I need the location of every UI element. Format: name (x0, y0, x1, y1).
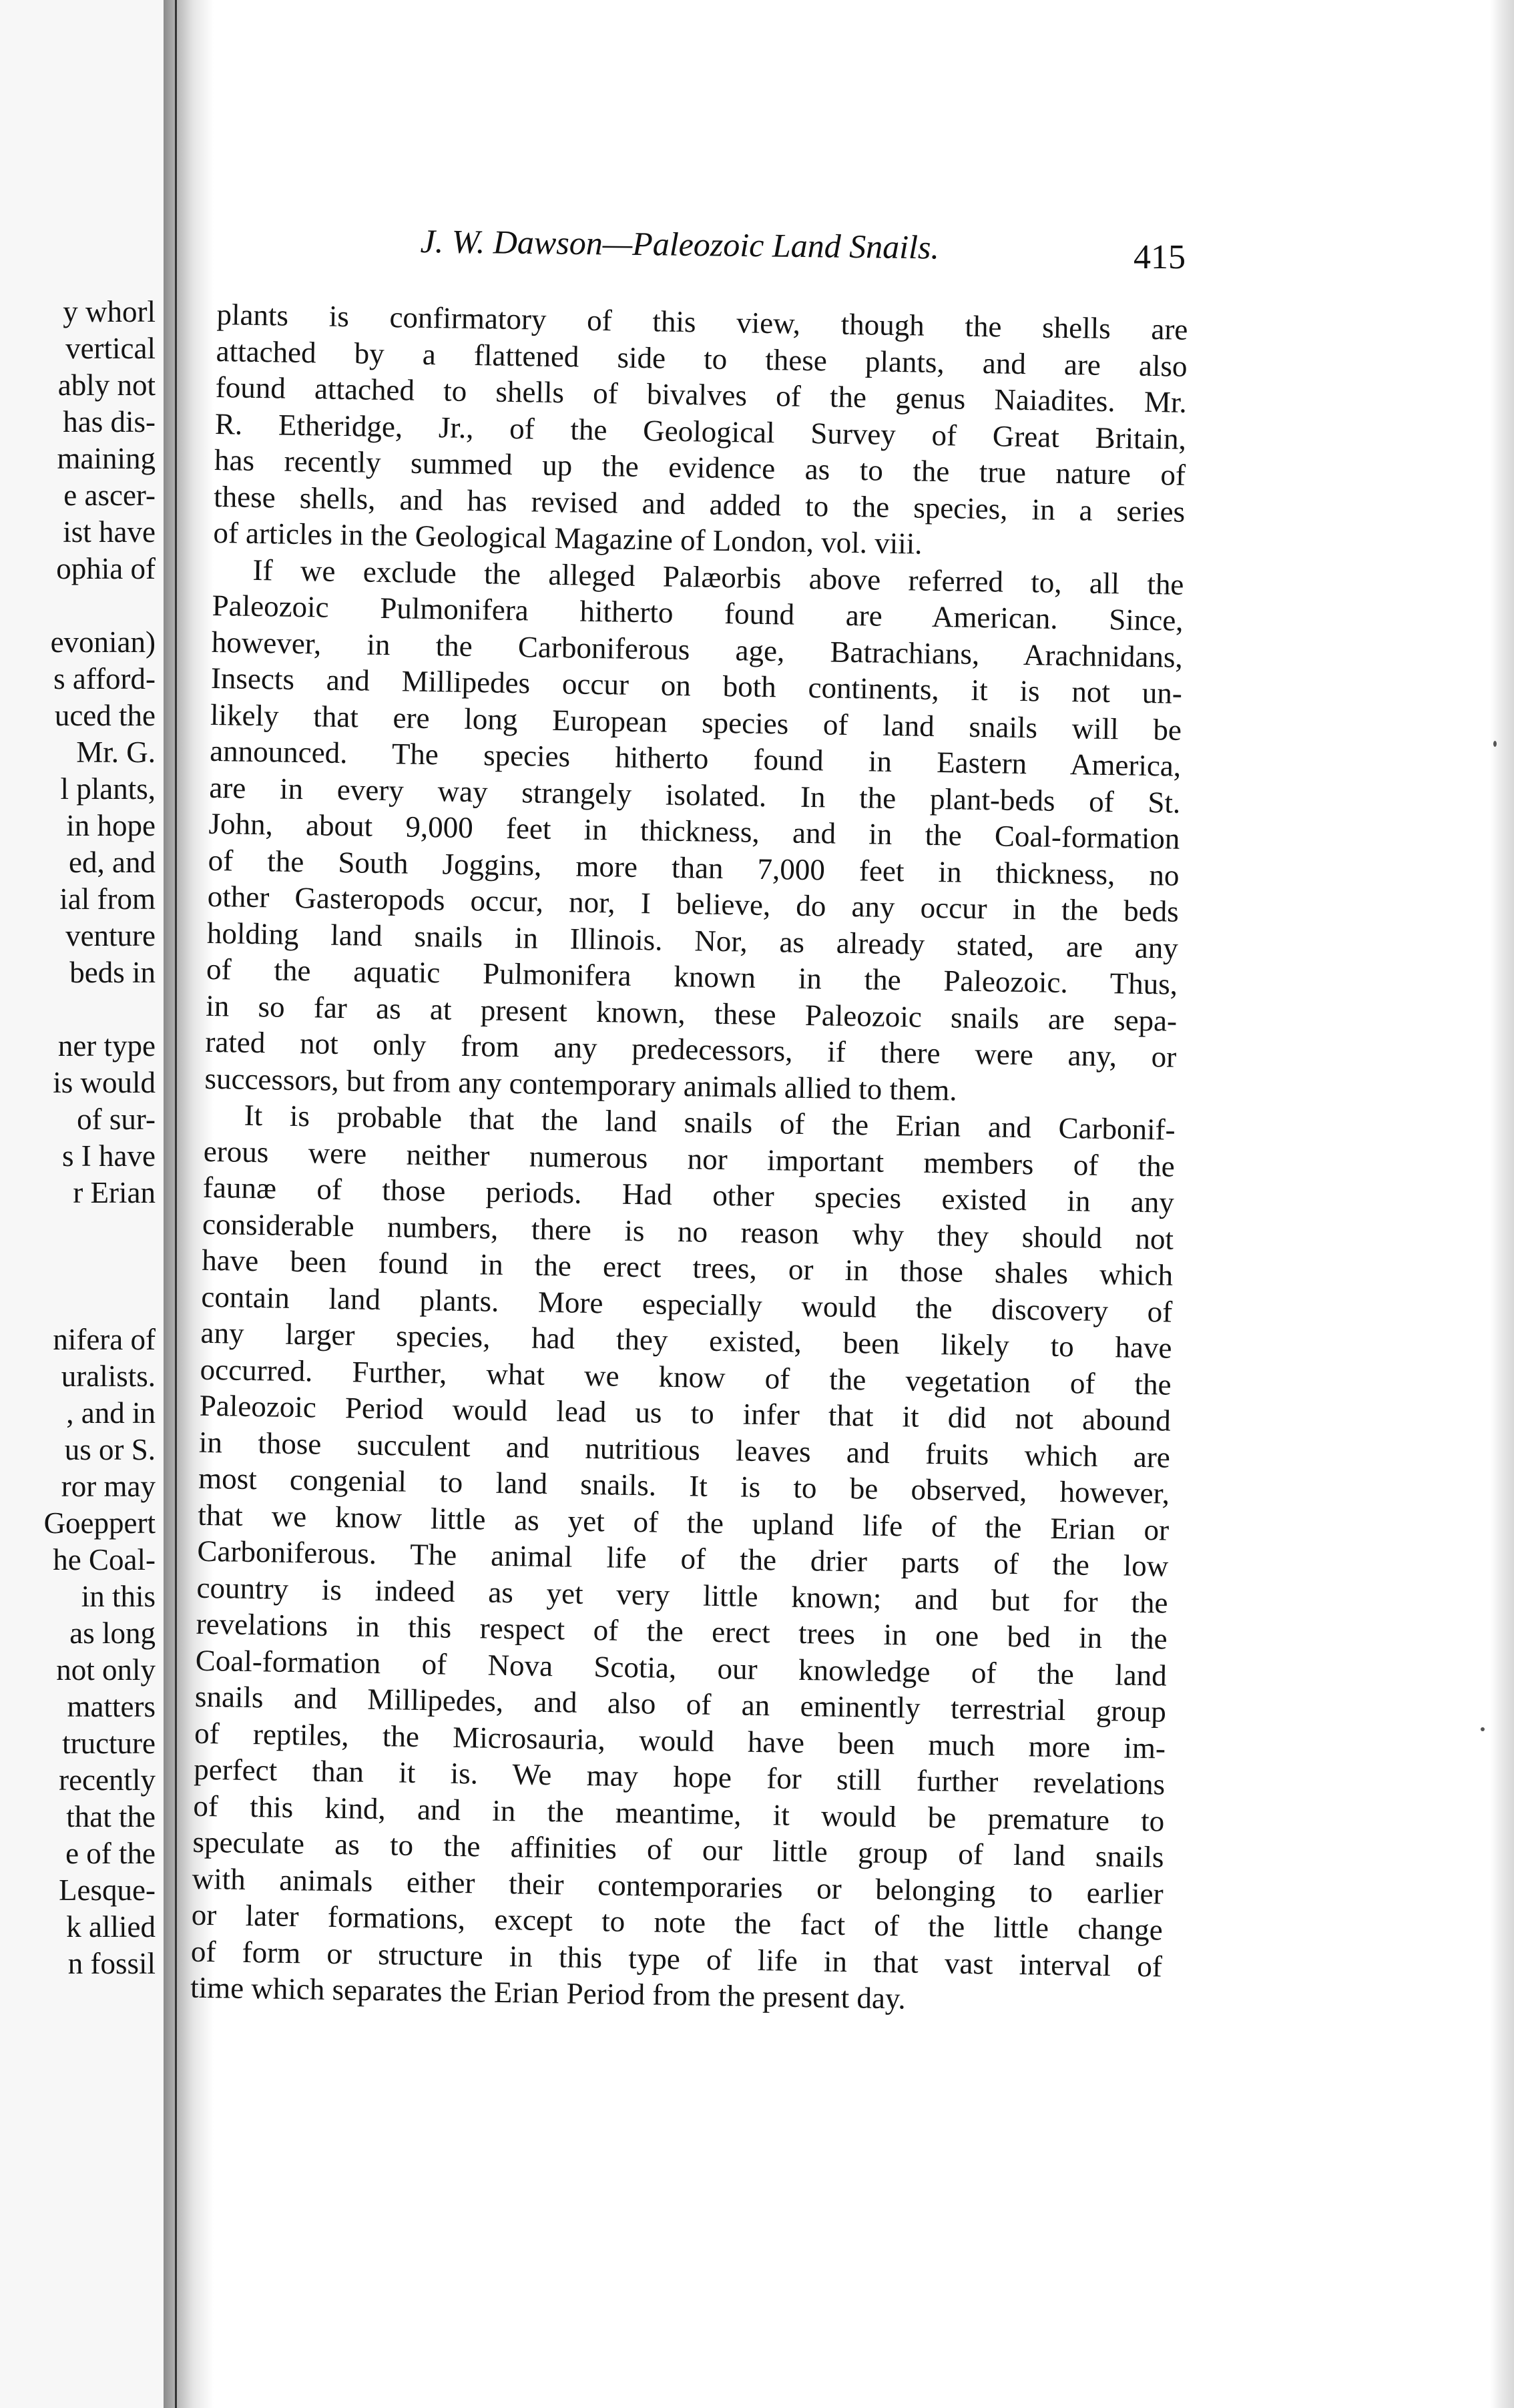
facing-page-line: ed, and (69, 846, 156, 879)
running-head: J. W. Dawson—Paleozoic Land Snails. (420, 222, 940, 266)
facing-page-line: ist have (63, 515, 156, 549)
text-line: are in every way strangely isolated. In the plant-beds of St. (209, 770, 1181, 820)
text-line: likely that ere long European species of land snails will be (210, 697, 1182, 747)
text-line: Paleozoic Pulmonifera hitherto found are American. Since, (212, 588, 1184, 637)
facing-page-line: uralists. (61, 1360, 156, 1393)
text-line: successors, but from any contemporary animals allied to them. (204, 1061, 958, 1107)
page-right-edge (1490, 0, 1514, 2408)
facing-page-line: recently (59, 1763, 156, 1797)
text-line: erous were neither numerous nor important members of the (203, 1134, 1176, 1183)
text-line: snails and Millipedes, and also of an eminently terrestrial group (194, 1679, 1167, 1729)
facing-page-line: vertical (65, 332, 156, 365)
facing-page-line: nifera of (53, 1323, 156, 1356)
text-line: country is indeed as yet very little known; and but for the (196, 1570, 1168, 1620)
facing-page-line: ophia of (56, 552, 156, 585)
text-line: announced. The species hitherto found in Eastern America, (209, 733, 1182, 783)
text-line: found attached to shells of bivalves of the genus Naiadites. Mr. (215, 370, 1188, 419)
facing-page-line: has dis- (63, 405, 156, 438)
facing-page-line: l plants, (60, 772, 156, 806)
facing-page-line (44, 1248, 156, 1285)
facing-page-line: e of the (65, 1837, 156, 1870)
facing-page-line: us or S. (64, 1433, 156, 1466)
facing-page-line: ror may (61, 1470, 156, 1503)
text-line: perfect than it is. We may hope for still further revelations (193, 1752, 1166, 1801)
facing-page-line: that the (66, 1800, 156, 1833)
text-line: of this kind, and in the meantime, it would be premature to (193, 1789, 1165, 1838)
text-line: attached by a flattened side to these plants, and are also (216, 334, 1188, 383)
facing-page-line: venture (65, 919, 156, 952)
facing-page-line: he Coal- (53, 1543, 156, 1576)
facing-page-line: Goeppert (43, 1506, 156, 1540)
page-fold-line (175, 0, 177, 2408)
paragraph (213, 296, 1188, 566)
facing-page-line: s I have (62, 1139, 156, 1173)
facing-page-line: as long (69, 1616, 156, 1650)
text-line: plants is confirmatory of this view, though the shells are (216, 297, 1188, 346)
paragraph (190, 1097, 1176, 2021)
text-line: If we exclude the alleged Palæorbis above referred to, all the (252, 553, 1184, 601)
scan-speck (1481, 1727, 1485, 1731)
facing-page-line: in this (81, 1580, 156, 1613)
facing-page-line (44, 587, 156, 624)
scan-speck (1493, 741, 1497, 747)
text-line: of the South Joggins, more than 7,000 feet in thickness, no (208, 843, 1180, 892)
facing-page-line: ial from (59, 882, 156, 916)
text-line: has recently summed up the evidence as to the true nature of (214, 442, 1186, 492)
text-line: John, about 9,000 feet in thickness, and in the Coal-formation (208, 806, 1180, 856)
text-line: however, in the Carboniferous age, Batrachians, Arachnidans, (211, 625, 1184, 674)
text-line: that we know little as yet of the upland life of the Erian or (197, 1498, 1170, 1547)
facing-page-line: is would (53, 1066, 156, 1099)
text-line: revelations in this respect of the erect trees in one bed in the (196, 1606, 1168, 1656)
text-line: these shells, and has revised and added to the species, in a series (213, 479, 1186, 529)
text-line: of articles in the Geological Magazine of London, vol. viii. (213, 515, 923, 561)
text-line: of the aquatic Pulmonifera known in the Paleozoic. Thus, (206, 952, 1178, 1001)
facing-page-line: in hope (66, 809, 156, 842)
facing-page-line: maining (57, 442, 156, 475)
facing-page-line: Mr. G. (76, 735, 156, 769)
facing-page-line: n fossil (67, 1947, 156, 1980)
text-line: Paleozoic Period would lead us to infer that it did not abound (199, 1388, 1172, 1438)
text-line: with animals either their contemporaries or belonging to earlier (192, 1861, 1164, 1911)
facing-page-line: ably not (57, 368, 156, 402)
text-line: in those succulent and nutritious leaves and fruits which are (198, 1425, 1171, 1474)
text-line: contain land plants. More especially would the discovery of (201, 1279, 1173, 1329)
text-line: It is probable that the land snails of the Erian and Carbonif- (244, 1098, 1176, 1147)
facing-page-line: matters (67, 1690, 156, 1723)
facing-page-line: beds in (69, 956, 156, 989)
body-text (190, 296, 1188, 2021)
facing-page-fragment (0, 0, 164, 2408)
facing-page-line: ner type (57, 1029, 156, 1063)
text-line: R. Etheridge, Jr., of the Geological Survey of Great Britain, (214, 406, 1187, 456)
facing-page-line: , and in (66, 1396, 156, 1430)
text-line: Carboniferous. The animal life of the drier parts of the low (197, 1534, 1169, 1583)
facing-page-line: y whorl (63, 295, 156, 328)
facing-page-line: k allied (66, 1910, 156, 1943)
facing-page-line: e ascer- (63, 479, 156, 512)
text-line: have been found in the erect trees, or in those shales which (201, 1243, 1174, 1292)
facing-page-text (44, 294, 156, 1982)
text-line: faunæ of those periods. Had other species existed in any (202, 1170, 1175, 1219)
text-line: rated not only from any predecessors, if there were any, or (205, 1024, 1177, 1074)
text-line: of form or structure in this type of life in that vast interval of (190, 1934, 1163, 1984)
facing-page-line (44, 1211, 156, 1248)
text-line: other Gasteropods occur, nor, I believe, do any occur in the beds (207, 879, 1180, 928)
facing-page-line (44, 991, 156, 1028)
text-line: in so far as at present known, these Paleozoic snails are sepa- (205, 988, 1178, 1038)
facing-page-line: s afford- (53, 662, 156, 695)
facing-page-line: not only (56, 1653, 156, 1687)
text-line: occurred. Further, what we know of the vegetation of the (200, 1352, 1172, 1402)
text-line: Insects and Millipedes occur on both continents, it is not un- (210, 661, 1183, 710)
facing-page-line: of sur- (77, 1103, 156, 1136)
text-line: time which separates the Erian Period from the present day. (190, 1970, 907, 2016)
facing-page-line: evonian) (50, 625, 156, 659)
text-line: speculate as to the affinities of our little group of land snails (192, 1825, 1164, 1874)
text-line: of reptiles, the Microsauria, would have been much more im- (194, 1716, 1166, 1765)
text-line: any larger species, had they existed, been likely to have (200, 1315, 1172, 1365)
text-line: most congenial to land snails. It is to be observed, however, (198, 1461, 1170, 1510)
text-line: holding land snails in Illinois. Nor, as already stated, are any (206, 916, 1179, 965)
facing-page-line: r Erian (73, 1176, 156, 1209)
text-line: or later formations, except to note the fact of the little change (191, 1897, 1164, 1947)
facing-page-line: uced the (54, 699, 156, 732)
text-line: considerable numbers, there is no reason why they should not (202, 1207, 1174, 1256)
facing-page-line: Lesque- (59, 1873, 156, 1907)
paragraph (204, 551, 1184, 1111)
page-415 (190, 0, 1514, 2408)
text-line: Coal-formation of Nova Scotia, our knowledge of the land (195, 1643, 1168, 1693)
page-number: 415 (1133, 238, 1186, 276)
facing-page-line: tructure (62, 1727, 156, 1760)
facing-page-line (44, 1285, 156, 1321)
